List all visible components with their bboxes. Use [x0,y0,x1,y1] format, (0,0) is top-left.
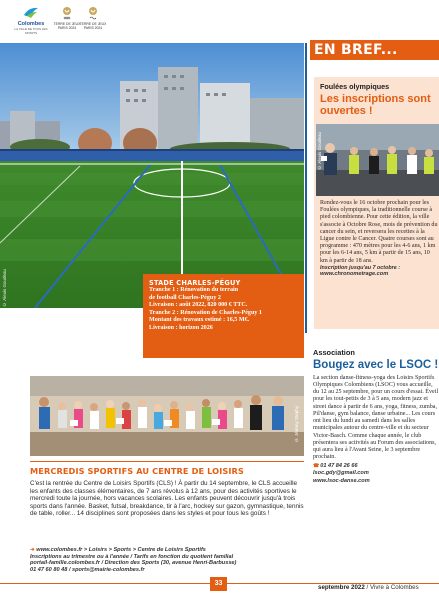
stade-line: de football Charles-Péguy 2 [149,294,221,301]
stade-line: Livraison : août 2022, 820 000 € TTC. [149,302,248,309]
stadium-photo [0,43,304,308]
children-illustration [30,376,304,456]
mercredis-info-link[interactable]: www.colombes.fr > Loisirs > Sports > Centre de Loisirs Sportifs [36,547,206,553]
association-email[interactable] [313,470,439,477]
label-2-line2: PARIS 2024 [83,26,103,30]
stadium-illustration [0,43,304,308]
mercredis-info-line[interactable]: portail-famille.colombes.fr / Direction des Sports (30, avenue Henri-Barbusse) [30,560,237,567]
runners-photo [316,124,439,196]
column-divider [305,43,307,333]
section-rule [30,461,304,462]
children-group-photo [30,376,304,456]
mercredis-info-line: Inscriptions au trimestre ou à l'année / Tarifs en fonction du quotient familial [30,553,234,560]
association-headline: Bougez avec le LSOC ! [313,359,439,371]
stade-line: Montant des travaux estimé : 16,5 M€. [149,317,250,324]
foulees-headline: Les inscriptions sont ouvertes ! [320,93,431,117]
colombes-logo-subtext: LA VILLE DE TOUS LES SPORTS [14,27,48,35]
mercredis-title: MERCREDIS SPORTIFS AU CENTRE DE LOISIRS [30,466,244,476]
label-1-line1: TERRE DE JEUX [53,22,81,26]
association-body: La section danse-fitness-yoga des Loisirs Sportifs Olympiques Colombiens (LSOC) vous accueille, du 12 au 25 septembre, pour un cours d'essai. Éveil pour les tout-petits de 3 à 5 ans, modern jazz et street dance à partir de 6 ans, yoga, fitness, zumba, Pil'danse, gym balance, danse urbaine... Les cours ont lieu du lundi au samedi dans les salles municipales autour du centre-ville et du secteur Victor-Basch. Comme chaque année, le club présentera ses activités au Forum des associations, qui aura lieu à l'Avant Seine, le 3 septembre prochain. [313,374,439,461]
association-phone-text: 01 47 84 26 66 [320,462,358,469]
children-photo-credit: © Jérémy Stéphy [294,406,299,443]
label-2-line1: TERRE DE JEUX [79,22,107,26]
footer-issue-date: septembre 2022 [318,584,365,591]
arrow-icon: ➜ [30,547,37,553]
footer-issue [318,584,419,591]
foulees-note: Inscription jusqu'au 7 octobre : [320,264,401,271]
colombes-bird-icon [23,6,39,20]
page-number: 33 [210,577,227,591]
foulees-text [320,200,438,279]
paris-2024-emblem-icon [62,6,72,20]
association-article [313,348,439,485]
runners-photo-credit: © Alexis Goudeau [317,132,322,170]
foulees-site-link[interactable]: www.chronometrage.com [320,271,389,278]
hero-photo-credit: © Alexis Goudeau [2,269,7,307]
runners-illustration [316,124,439,196]
stade-info-box [143,274,304,358]
footer-magazine-name: / Vivre à Colombes [366,584,419,591]
association-email-text[interactable]: lsoc.gdy@gmail.com [313,470,369,477]
foulees-body: Rendez-vous le 16 octobre prochain pour les Foulées olympiques, la traditionnelle course à pied colombienne. Pour cette édition, la ville s'associe à Octobre Rose, mois de prévention du cancer du sein, et reversera les recettes à la Ligue contre le Cancer. Quatre courses sont au programme : 470 mètres pour les 4-6 ans, 1 km pour les 6-14 ans, 5 km à partir de 15 ans, 10 km à partir de 18 ans. [320,200,438,264]
phone-icon: ☎ [313,462,320,469]
association-kicker: Association [313,348,355,357]
association-site[interactable] [313,478,439,485]
foulees-kicker: Foulées olympiques [320,82,390,91]
stade-title: STADE CHARLES-PÉGUY [149,279,241,287]
mercredis-info-line[interactable] [30,547,306,554]
terre-de-jeux-label-2 [79,6,107,32]
en-bref-heading: EN BREF... [310,40,439,60]
colombes-logo [14,6,48,35]
paris-2024-paralympic-emblem-icon [88,6,98,20]
colombes-logo-text: Colombes [17,21,45,27]
mercredis-body: C'est la rentrée du Centre de Loisirs Sportifs (CLS) ! À partir du 14 septembre, le CLS accueille les enfants des classes élémentaires, de 7 ans révolus à 12 ans, pour des activités sportives le mercredi toute la journée, hors vacances scolaires. Les enfants peuvent découvrir jusqu'à trois sports dans l'année. Basket, futsal, breakdance, tir à l'arc, hockey sur gazon, gymnastique, tennis de table, roller... 14 disciplines sont proposées dans les styles et pour tous les goûts ! [30,480,304,518]
mercredis-info [30,547,306,574]
stade-line: Tranche 2 : Rénovation de Charles-Péguy 1 [149,309,262,316]
stade-line: Livraison : horizon 2026 [149,324,213,331]
label-1-line2: PARIS 2024 [57,26,77,30]
association-phone [313,463,439,470]
stade-line: Tranche 1 : Rénovation du terrain [149,287,239,293]
association-site-text[interactable]: www.lsoc-danse.com [313,478,370,485]
mercredis-info-line[interactable]: 01 47 60 80 48 / sports@mairie-colombes.fr [30,567,145,574]
